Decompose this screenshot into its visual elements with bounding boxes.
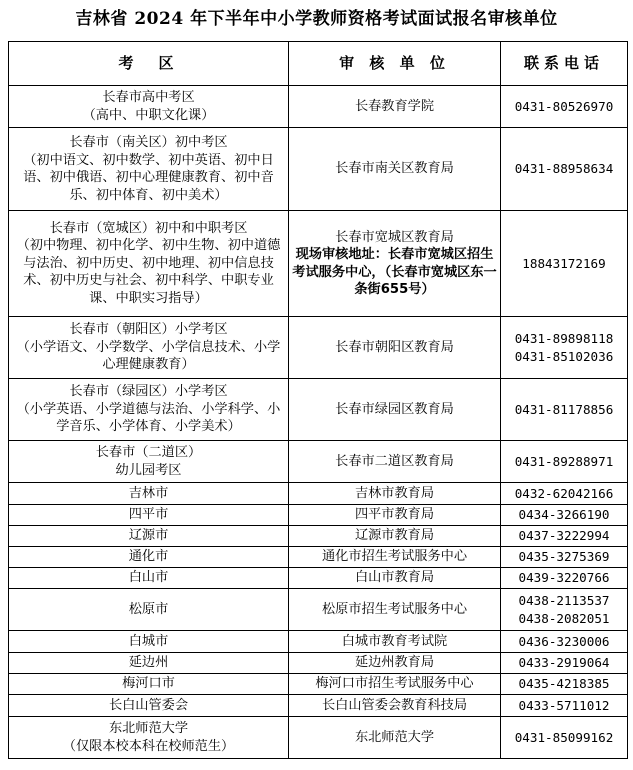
area-subjects: （初中物理、初中化学、初中生物、初中道德与法治、初中历史、初中地理、初中信息技术、初中历史与社会、初中科学、中职专业课、中职实习指导） (16, 238, 281, 306)
phone-cell (501, 589, 628, 631)
area-cell (9, 441, 289, 483)
area-cell (9, 86, 289, 128)
area-subjects: 幼儿园考区 (115, 462, 182, 478)
unit-cell: 东北师范大学 (289, 717, 501, 759)
phone-cell: 0433-5711012 (501, 695, 628, 717)
table-row (9, 441, 628, 483)
table-row (9, 547, 628, 568)
onsite-review-address: 现场审核地址：长春市宽城区招生考试服务中心，（长春市宽城区东一条街655号） (292, 247, 497, 297)
area-cell: 松原市 (9, 589, 289, 631)
area-subjects: （初中语文、初中数学、初中英语、初中日语、初中俄语、初中心理健康教育、初中音乐、初中体育、初中美术） (23, 152, 274, 203)
table-row (9, 631, 628, 653)
phone-number: 0438-2082051 (518, 610, 610, 626)
area-name: 东北师范大学 (108, 721, 189, 736)
area-subjects: （小学英语、小学道德与法治、小学科学、小学音乐、小学体育、小学美术） (16, 401, 281, 435)
unit-cell (289, 211, 501, 317)
area-cell: 延边州 (9, 653, 289, 674)
unit-cell: 长白山管委会教育科技局 (289, 695, 501, 717)
phone-cell: 0435-3275369 (501, 547, 628, 568)
area-name: 长春市（二道区） (95, 445, 202, 460)
area-cell: 辽源市 (9, 526, 289, 547)
unit-cell: 白城市教育考试院 (289, 631, 501, 653)
area-cell (9, 379, 289, 441)
unit-cell: 长春市朝阳区教育局 (289, 317, 501, 379)
area-note: （仅限本校本科在校师范生） (62, 738, 235, 754)
phone-cell: 0435-4218385 (501, 674, 628, 695)
phone-number: 0431-85102036 (514, 348, 614, 364)
area-cell: 长白山管委会 (9, 695, 289, 717)
table-row (9, 128, 628, 211)
area-cell: 白山市 (9, 568, 289, 589)
phone-number: 0431-80526970 (514, 98, 614, 114)
phone-cell (501, 128, 628, 211)
area-cell (9, 128, 289, 211)
table-row (9, 379, 628, 441)
header-phone: 联系电话 (501, 42, 628, 86)
phone-cell: 0436-3230006 (501, 631, 628, 653)
area-cell: 四平市 (9, 505, 289, 526)
phone-cell: 0433-2919064 (501, 653, 628, 674)
phone-number: 18843172169 (522, 255, 606, 271)
table-row (9, 505, 628, 526)
phone-cell: 0431-85099162 (501, 717, 628, 759)
area-name: 长春市（南关区）初中考区 (69, 135, 228, 150)
phone-cell (501, 86, 628, 128)
area-cell (9, 317, 289, 379)
page-title: 吉林省 2024 年下半年中小学教师资格考试面试报名审核单位 (75, 9, 558, 29)
unit-cell: 长春市二道区教育局 (289, 441, 501, 483)
table-row (9, 589, 628, 631)
unit-cell: 通化市招生考试服务中心 (289, 547, 501, 568)
unit-cell: 延边州教育局 (289, 653, 501, 674)
phone-number: 0431-81178856 (514, 401, 614, 417)
unit-cell: 长春市南关区教育局 (289, 128, 501, 211)
header-area: 考 区 (9, 42, 289, 86)
table-row (9, 717, 628, 759)
table-row (9, 86, 628, 128)
area-cell: 通化市 (9, 547, 289, 568)
unit-cell: 辽源市教育局 (289, 526, 501, 547)
area-name: 长春市（朝阳区）小学考区 (69, 322, 228, 338)
phone-number: 0431-89288971 (514, 453, 614, 469)
area-subjects: （高中、中职文化课） (82, 107, 215, 123)
table-row (9, 653, 628, 674)
table-row (9, 317, 628, 379)
table-header-row (9, 42, 628, 86)
phone-number: 0438-2113537 (518, 593, 610, 608)
unit-name: 长春市宽城区教育局 (335, 229, 454, 245)
unit-cell: 长春市绿园区教育局 (289, 379, 501, 441)
phone-cell: 0434-3266190 (501, 505, 628, 526)
phone-number: 0431-89898118 (514, 331, 614, 346)
unit-cell: 梅河口市招生考试服务中心 (289, 674, 501, 695)
area-subjects: （小学语文、小学数学、小学信息技术、小学心理健康教育） (16, 339, 281, 373)
unit-cell: 四平市教育局 (289, 505, 501, 526)
area-name: 长春市（绿园区）小学考区 (69, 384, 228, 400)
phone-cell (501, 317, 628, 379)
unit-cell: 松原市招生考试服务中心 (289, 589, 501, 631)
table-row (9, 526, 628, 547)
phone-number: 0431-88958634 (514, 161, 614, 177)
unit-cell: 长春教育学院 (289, 86, 501, 128)
unit-cell: 白山市教育局 (289, 568, 501, 589)
table-row (9, 568, 628, 589)
header-unit: 审 核 单 位 (289, 42, 501, 86)
area-cell: 梅河口市 (9, 674, 289, 695)
unit-cell: 吉林市教育局 (289, 483, 501, 505)
phone-cell: 0432-62042166 (501, 483, 628, 505)
table-row (9, 695, 628, 717)
phone-cell (501, 211, 628, 317)
area-cell (9, 717, 289, 759)
area-name: 长春市高中考区 (102, 90, 195, 105)
area-cell (9, 211, 289, 317)
table-row (9, 674, 628, 695)
area-cell: 白城市 (9, 631, 289, 653)
phone-cell: 0439-3220766 (501, 568, 628, 589)
area-name: 长春市（宽城区）初中和中职考区 (49, 220, 248, 236)
table-row (9, 483, 628, 505)
phone-cell (501, 379, 628, 441)
review-units-table (8, 41, 628, 759)
phone-cell: 0437-3222994 (501, 526, 628, 547)
table-row (9, 211, 628, 317)
phone-cell (501, 441, 628, 483)
area-cell: 吉林市 (9, 483, 289, 505)
